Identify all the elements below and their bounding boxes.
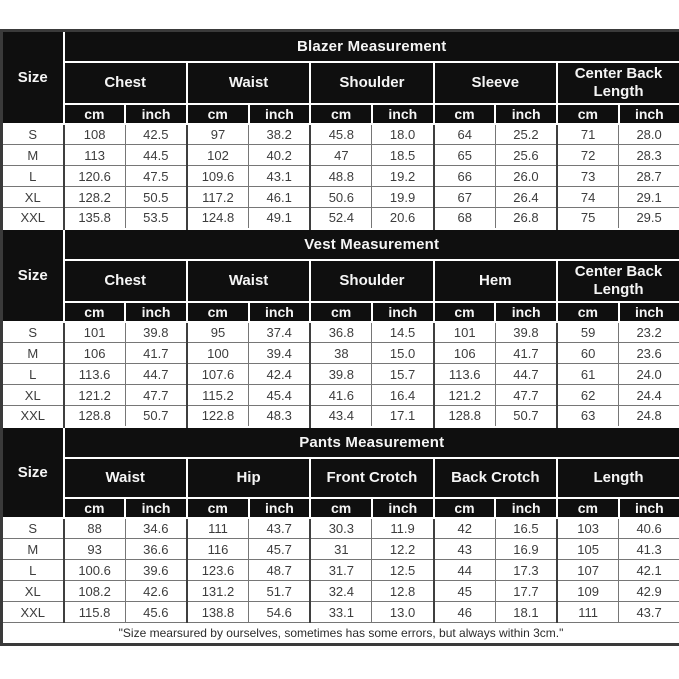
table-row (2, 187, 679, 208)
measurement-value: 11.9 (372, 518, 434, 539)
measurement-value: 39.8 (125, 322, 187, 343)
measurement-value: 64 (434, 124, 496, 145)
measurement-value: 128.2 (64, 187, 126, 208)
measurement-value: 15.7 (372, 364, 434, 385)
size-label: L (2, 560, 64, 581)
table-row (2, 581, 679, 602)
measurement-value: 60 (557, 343, 619, 364)
measurement-value: 38.2 (249, 124, 311, 145)
section-header-row (2, 427, 679, 458)
size-label: XXL (2, 208, 64, 229)
measurement-value: 50.7 (125, 406, 187, 427)
measurement-value: 45.8 (310, 124, 372, 145)
table-row (2, 385, 679, 406)
unit-header-inch: inch (249, 302, 311, 322)
table-row (2, 406, 679, 427)
unit-header-inch: inch (495, 302, 557, 322)
unit-header-inch: inch (619, 498, 679, 518)
size-label: L (2, 166, 64, 187)
measurement-value: 36.6 (125, 539, 187, 560)
measurement-value: 47.7 (125, 385, 187, 406)
measurement-value: 28.0 (619, 124, 679, 145)
measurement-value: 12.8 (372, 581, 434, 602)
measurement-value: 93 (64, 539, 126, 560)
section-header-row (2, 31, 679, 62)
measurement-value: 121.2 (434, 385, 496, 406)
measurement-value: 47.7 (495, 385, 557, 406)
measurement-value: 41.7 (495, 343, 557, 364)
measurement-value: 95 (187, 322, 249, 343)
measurement-value: 18.5 (372, 145, 434, 166)
measurement-value: 39.8 (310, 364, 372, 385)
group-header: Waist (64, 458, 187, 498)
measurement-value: 59 (557, 322, 619, 343)
measurement-value: 17.7 (495, 581, 557, 602)
measurement-value: 48.8 (310, 166, 372, 187)
measurement-value: 47 (310, 145, 372, 166)
measurement-value: 123.6 (187, 560, 249, 581)
unit-header-cm: cm (187, 104, 249, 124)
unit-header-inch: inch (495, 498, 557, 518)
measurement-value: 42.6 (125, 581, 187, 602)
measurement-value: 107.6 (187, 364, 249, 385)
measurement-value: 42 (434, 518, 496, 539)
table-row (2, 518, 679, 539)
unit-header-cm: cm (434, 302, 496, 322)
measurement-value: 31 (310, 539, 372, 560)
size-label: S (2, 322, 64, 343)
measurement-value: 23.2 (619, 322, 679, 343)
measurement-value: 46.1 (249, 187, 311, 208)
unit-header-cm: cm (434, 104, 496, 124)
measurement-value: 29.5 (619, 208, 679, 229)
group-header: Back Crotch (434, 458, 557, 498)
measurement-value: 38 (310, 343, 372, 364)
measurement-value: 49.1 (249, 208, 311, 229)
measurement-value: 108 (64, 124, 126, 145)
measurement-value: 24.4 (619, 385, 679, 406)
measurement-value: 117.2 (187, 187, 249, 208)
measurement-value: 111 (557, 602, 619, 623)
measurement-value: 128.8 (64, 406, 126, 427)
pants-section (2, 427, 679, 623)
measurement-value: 50.6 (310, 187, 372, 208)
measurement-value: 138.8 (187, 602, 249, 623)
size-label: XXL (2, 602, 64, 623)
group-header: Hip (187, 458, 310, 498)
measurement-value: 16.4 (372, 385, 434, 406)
measurement-value: 45.4 (249, 385, 311, 406)
unit-header-cm: cm (310, 498, 372, 518)
footer-row (2, 623, 679, 645)
measurement-value: 111 (187, 518, 249, 539)
measurement-value: 53.5 (125, 208, 187, 229)
measurement-value: 24.0 (619, 364, 679, 385)
measurement-value: 106 (434, 343, 496, 364)
size-column-header: Size (2, 31, 64, 124)
measurement-value: 44.7 (125, 364, 187, 385)
measurement-value: 109 (557, 581, 619, 602)
measurement-value: 51.7 (249, 581, 311, 602)
measurement-value: 48.7 (249, 560, 311, 581)
measurement-value: 41.6 (310, 385, 372, 406)
measurement-value: 63 (557, 406, 619, 427)
measurement-value: 45 (434, 581, 496, 602)
measurement-value: 26.0 (495, 166, 557, 187)
unit-header-cm: cm (310, 104, 372, 124)
measurement-value: 52.4 (310, 208, 372, 229)
table-row (2, 539, 679, 560)
measurement-value: 44.7 (495, 364, 557, 385)
size-column-header: Size (2, 229, 64, 322)
measurement-value: 128.8 (434, 406, 496, 427)
measurement-value: 115.2 (187, 385, 249, 406)
measurement-value: 17.3 (495, 560, 557, 581)
measurement-value: 18.0 (372, 124, 434, 145)
measurement-value: 36.8 (310, 322, 372, 343)
measurement-value: 116 (187, 539, 249, 560)
unit-header-inch: inch (619, 104, 679, 124)
group-header: Front Crotch (310, 458, 433, 498)
measurement-value: 13.0 (372, 602, 434, 623)
measurement-value: 14.5 (372, 322, 434, 343)
measurement-value: 24.8 (619, 406, 679, 427)
measurement-value: 100.6 (64, 560, 126, 581)
measurement-value: 120.6 (64, 166, 126, 187)
section-title: Pants Measurement (64, 427, 679, 458)
measurement-value: 106 (64, 343, 126, 364)
measurement-value: 101 (434, 322, 496, 343)
measurement-value: 19.2 (372, 166, 434, 187)
group-header: Sleeve (434, 62, 557, 104)
unit-header-cm: cm (557, 498, 619, 518)
measurement-value: 122.8 (187, 406, 249, 427)
group-header: Chest (64, 260, 187, 302)
measurement-value: 88 (64, 518, 126, 539)
measurement-value: 44.5 (125, 145, 187, 166)
measurement-value: 50.7 (495, 406, 557, 427)
size-label: M (2, 539, 64, 560)
size-label: M (2, 343, 64, 364)
measurement-value: 46 (434, 602, 496, 623)
table-row (2, 145, 679, 166)
measurement-value: 41.7 (125, 343, 187, 364)
unit-header-inch: inch (249, 498, 311, 518)
unit-header-inch: inch (495, 104, 557, 124)
size-label: XL (2, 581, 64, 602)
measurement-value: 16.9 (495, 539, 557, 560)
group-header: Shoulder (310, 260, 433, 302)
measurement-value: 72 (557, 145, 619, 166)
blazer-section (2, 31, 679, 229)
measurement-value: 73 (557, 166, 619, 187)
measurement-value: 40.6 (619, 518, 679, 539)
measurement-value: 33.1 (310, 602, 372, 623)
measurement-value: 113 (64, 145, 126, 166)
measurement-value: 65 (434, 145, 496, 166)
measurement-value: 18.1 (495, 602, 557, 623)
measurement-value: 109.6 (187, 166, 249, 187)
measurement-value: 71 (557, 124, 619, 145)
group-header: Length (557, 458, 679, 498)
group-header-row (2, 62, 679, 104)
size-label: S (2, 124, 64, 145)
unit-header-cm: cm (310, 302, 372, 322)
group-header: Shoulder (310, 62, 433, 104)
size-label: L (2, 364, 64, 385)
measurement-value: 39.8 (495, 322, 557, 343)
unit-header-row (2, 498, 679, 518)
measurement-value: 44 (434, 560, 496, 581)
group-header: Center Back Length (557, 62, 679, 104)
measurement-value: 43.7 (249, 518, 311, 539)
measurement-value: 45.6 (125, 602, 187, 623)
measurement-value: 54.6 (249, 602, 311, 623)
measurement-value: 115.8 (64, 602, 126, 623)
table-row (2, 343, 679, 364)
footer-note: "Size mearsured by ourselves, sometimes has some errors, but always within 3cm." (2, 623, 679, 645)
measurement-value: 66 (434, 166, 496, 187)
unit-header-cm: cm (187, 498, 249, 518)
section-header-row (2, 229, 679, 260)
table-row (2, 560, 679, 581)
size-label: XL (2, 187, 64, 208)
unit-header-cm: cm (64, 302, 126, 322)
measurement-value: 45.7 (249, 539, 311, 560)
group-header: Chest (64, 62, 187, 104)
measurement-value: 32.4 (310, 581, 372, 602)
measurement-value: 97 (187, 124, 249, 145)
section-title: Blazer Measurement (64, 31, 679, 62)
unit-header-cm: cm (187, 302, 249, 322)
measurement-value: 113.6 (64, 364, 126, 385)
measurement-value: 19.9 (372, 187, 434, 208)
measurement-value: 101 (64, 322, 126, 343)
table-row (2, 364, 679, 385)
size-label: M (2, 145, 64, 166)
measurement-value: 113.6 (434, 364, 496, 385)
measurement-value: 15.0 (372, 343, 434, 364)
table-row (2, 602, 679, 623)
size-label: S (2, 518, 64, 539)
measurement-value: 42.1 (619, 560, 679, 581)
measurement-value: 39.6 (125, 560, 187, 581)
measurement-value: 68 (434, 208, 496, 229)
measurement-value: 42.9 (619, 581, 679, 602)
measurement-value: 107 (557, 560, 619, 581)
measurement-value: 34.6 (125, 518, 187, 539)
unit-header-cm: cm (557, 104, 619, 124)
measurement-value: 108.2 (64, 581, 126, 602)
group-header: Center Back Length (557, 260, 679, 302)
measurement-value: 28.7 (619, 166, 679, 187)
measurement-value: 12.5 (372, 560, 434, 581)
table-row (2, 208, 679, 229)
measurement-value: 131.2 (187, 581, 249, 602)
unit-header-inch: inch (372, 498, 434, 518)
measurement-value: 25.6 (495, 145, 557, 166)
measurement-value: 50.5 (125, 187, 187, 208)
size-column-header: Size (2, 427, 64, 518)
unit-header-inch: inch (249, 104, 311, 124)
measurement-value: 17.1 (372, 406, 434, 427)
measurement-value: 16.5 (495, 518, 557, 539)
measurement-value: 61 (557, 364, 619, 385)
size-label: XXL (2, 406, 64, 427)
size-label: XL (2, 385, 64, 406)
section-title: Vest Measurement (64, 229, 679, 260)
measurement-value: 26.4 (495, 187, 557, 208)
size-chart-table (0, 29, 679, 646)
unit-header-inch: inch (125, 498, 187, 518)
unit-header-cm: cm (434, 498, 496, 518)
measurement-value: 67 (434, 187, 496, 208)
measurement-value: 40.2 (249, 145, 311, 166)
measurement-value: 124.8 (187, 208, 249, 229)
measurement-value: 25.2 (495, 124, 557, 145)
group-header-row (2, 458, 679, 498)
measurement-value: 43 (434, 539, 496, 560)
group-header: Waist (187, 62, 310, 104)
measurement-value: 47.5 (125, 166, 187, 187)
unit-header-inch: inch (125, 104, 187, 124)
measurement-value: 105 (557, 539, 619, 560)
measurement-value: 100 (187, 343, 249, 364)
measurement-value: 26.8 (495, 208, 557, 229)
table-row (2, 166, 679, 187)
measurement-value: 28.3 (619, 145, 679, 166)
unit-header-row (2, 302, 679, 322)
measurement-value: 42.5 (125, 124, 187, 145)
measurement-value: 30.3 (310, 518, 372, 539)
group-header: Waist (187, 260, 310, 302)
measurement-value: 135.8 (64, 208, 126, 229)
measurement-value: 62 (557, 385, 619, 406)
measurement-value: 102 (187, 145, 249, 166)
measurement-value: 43.4 (310, 406, 372, 427)
unit-header-cm: cm (64, 104, 126, 124)
unit-header-cm: cm (557, 302, 619, 322)
unit-header-inch: inch (125, 302, 187, 322)
table-row (2, 322, 679, 343)
measurement-value: 39.4 (249, 343, 311, 364)
measurement-value: 20.6 (372, 208, 434, 229)
measurement-value: 75 (557, 208, 619, 229)
measurement-value: 23.6 (619, 343, 679, 364)
measurement-value: 43.1 (249, 166, 311, 187)
measurement-value: 121.2 (64, 385, 126, 406)
measurement-value: 103 (557, 518, 619, 539)
table-row (2, 124, 679, 145)
measurement-value: 37.4 (249, 322, 311, 343)
measurement-value: 42.4 (249, 364, 311, 385)
unit-header-inch: inch (619, 302, 679, 322)
group-header: Hem (434, 260, 557, 302)
unit-header-cm: cm (64, 498, 126, 518)
measurement-value: 12.2 (372, 539, 434, 560)
unit-header-inch: inch (372, 302, 434, 322)
measurement-value: 29.1 (619, 187, 679, 208)
unit-header-row (2, 104, 679, 124)
measurement-value: 31.7 (310, 560, 372, 581)
measurement-value: 48.3 (249, 406, 311, 427)
group-header-row (2, 260, 679, 302)
measurement-value: 41.3 (619, 539, 679, 560)
measurement-value: 43.7 (619, 602, 679, 623)
vest-section (2, 229, 679, 427)
unit-header-inch: inch (372, 104, 434, 124)
measurement-value: 74 (557, 187, 619, 208)
